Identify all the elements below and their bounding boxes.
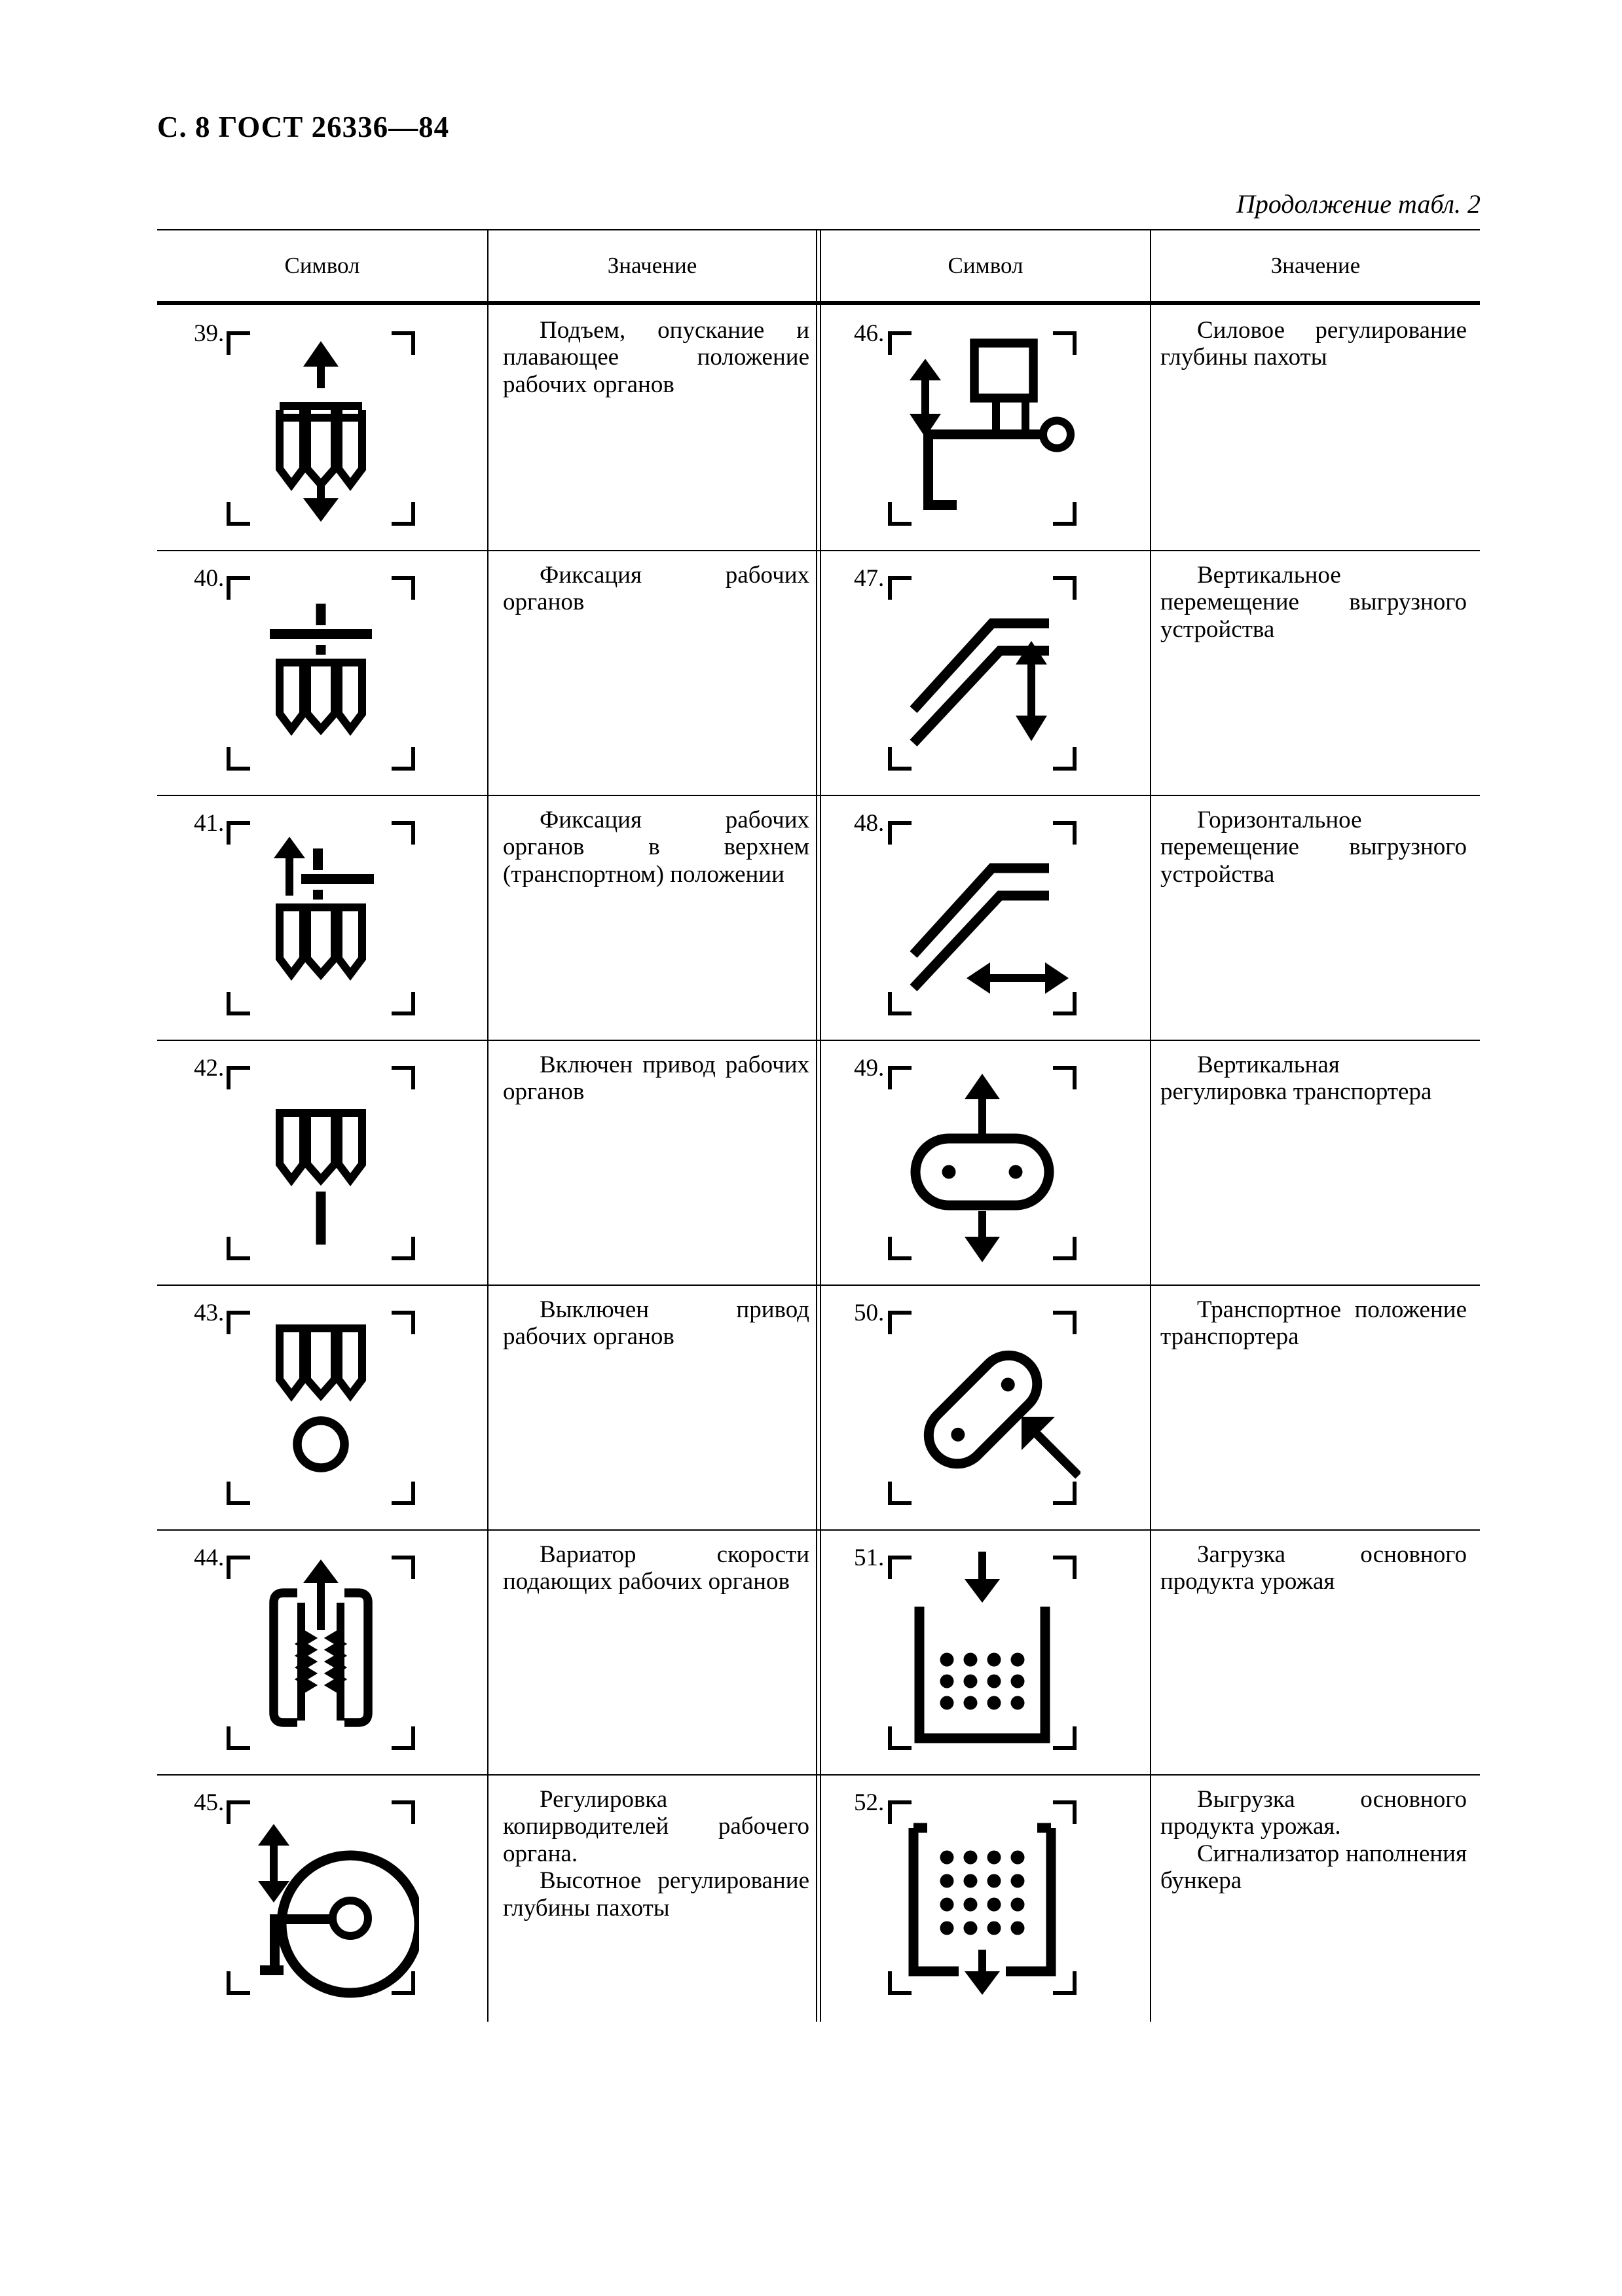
symbol-meaning	[503, 1051, 809, 1106]
page-header: С. 8 ГОСТ 26336—84	[157, 111, 450, 143]
row-divider	[157, 1285, 1480, 1286]
meaning-paragraph: Регулировка копирводителей рабочего органа.	[503, 1786, 809, 1867]
column-divider	[1150, 229, 1151, 2022]
column-divider-center-2	[820, 229, 821, 2022]
symbol-meaning	[1160, 1541, 1467, 1595]
symbol-meaning	[503, 1296, 809, 1351]
meaning-paragraph: Силовое регулирование глубины пахоты	[1160, 317, 1467, 371]
row-divider	[157, 795, 1480, 796]
symbol-number: 40.	[194, 565, 225, 592]
symbol-number: 51.	[854, 1544, 885, 1571]
table-continuation-label: Продолжение табл. 2	[1236, 189, 1481, 219]
symbol-meaning	[1160, 1296, 1467, 1351]
meaning-paragraph: Выключен привод рабочих органов	[503, 1296, 809, 1351]
feeder-speed-variator-icon	[223, 1544, 419, 1760]
column-divider-center	[816, 229, 817, 2022]
symbol-number: 45.	[194, 1789, 225, 1816]
meaning-paragraph: Выгрузка основного продукта урожая.	[1160, 1786, 1467, 1840]
symbol-meaning	[1160, 807, 1467, 888]
conveyor-transport-position-icon	[884, 1299, 1080, 1515]
meaning-paragraph: Вертикальное перемещение выгрузного устройства	[1160, 562, 1467, 643]
column-divider	[487, 229, 488, 2022]
symbol-number: 44.	[194, 1544, 225, 1571]
symbol-number: 39.	[194, 320, 225, 347]
working-drive-on-icon	[223, 1054, 419, 1270]
meaning-paragraph: Подъем, опускание и плавающее положение рабочих органов	[503, 317, 809, 398]
symbols-table	[157, 229, 1480, 2022]
symbol-number: 49.	[854, 1055, 885, 1082]
conveyor-vertical-adjust-icon	[884, 1054, 1080, 1270]
force-depth-control-icon	[884, 319, 1080, 536]
unloader-horizontal-move-icon	[884, 809, 1080, 1025]
column-header-meaning: Значение	[607, 253, 697, 278]
symbol-meaning	[503, 562, 809, 616]
fix-working-bodies-icon	[223, 564, 419, 780]
symbol-number: 46.	[854, 320, 885, 347]
meaning-paragraph: Включен привод рабочих органов	[503, 1051, 809, 1106]
meaning-paragraph: Высотное регулирование глубины пахоты	[503, 1867, 809, 1922]
symbol-number: 43.	[194, 1300, 225, 1326]
symbol-meaning	[503, 1541, 809, 1595]
unloader-vertical-move-icon	[884, 564, 1080, 780]
column-header-symbol: Символ	[284, 253, 360, 278]
symbol-number: 48.	[854, 810, 885, 837]
row-divider	[157, 1774, 1480, 1776]
meaning-paragraph: Сигнализатор наполнения бункера	[1160, 1840, 1467, 1895]
column-header-meaning: Значение	[1270, 253, 1361, 278]
meaning-paragraph: Вариатор скорости подающих рабочих органов	[503, 1541, 809, 1595]
symbol-meaning	[1160, 1786, 1467, 1895]
symbol-number: 47.	[854, 565, 885, 592]
column-header-symbol: Символ	[948, 253, 1023, 278]
row-divider	[157, 1529, 1480, 1531]
lift-lower-float-working-bodies-icon	[223, 319, 419, 536]
copier-adjustment-icon	[223, 1789, 419, 2005]
meaning-paragraph: Фиксация рабочих органов в верхнем (транспортном) положении	[503, 807, 809, 888]
main-crop-loading-icon	[884, 1544, 1080, 1760]
working-drive-off-icon	[223, 1299, 419, 1515]
symbol-meaning	[1160, 562, 1467, 643]
meaning-paragraph: Фиксация рабочих органов	[503, 562, 809, 616]
main-crop-unloading-icon	[884, 1789, 1080, 2005]
fix-working-bodies-upper-position-icon	[223, 809, 419, 1025]
symbol-number: 50.	[854, 1300, 885, 1326]
symbol-meaning	[503, 807, 809, 888]
symbol-meaning	[503, 1786, 809, 1922]
symbol-meaning	[1160, 317, 1467, 371]
row-divider	[157, 1040, 1480, 1041]
meaning-paragraph: Загрузка основного продукта урожая	[1160, 1541, 1467, 1595]
symbol-number: 52.	[854, 1789, 885, 1816]
symbol-number: 41.	[194, 810, 225, 837]
symbol-meaning	[1160, 1051, 1467, 1106]
meaning-paragraph: Горизонтальное перемещение выгрузного устройства	[1160, 807, 1467, 888]
symbol-meaning	[503, 317, 809, 398]
row-divider	[157, 550, 1480, 551]
meaning-paragraph: Транспортное положение транспортера	[1160, 1296, 1467, 1351]
meaning-paragraph: Вертикальная регулировка транспортера	[1160, 1051, 1432, 1106]
symbol-number: 42.	[194, 1055, 225, 1082]
